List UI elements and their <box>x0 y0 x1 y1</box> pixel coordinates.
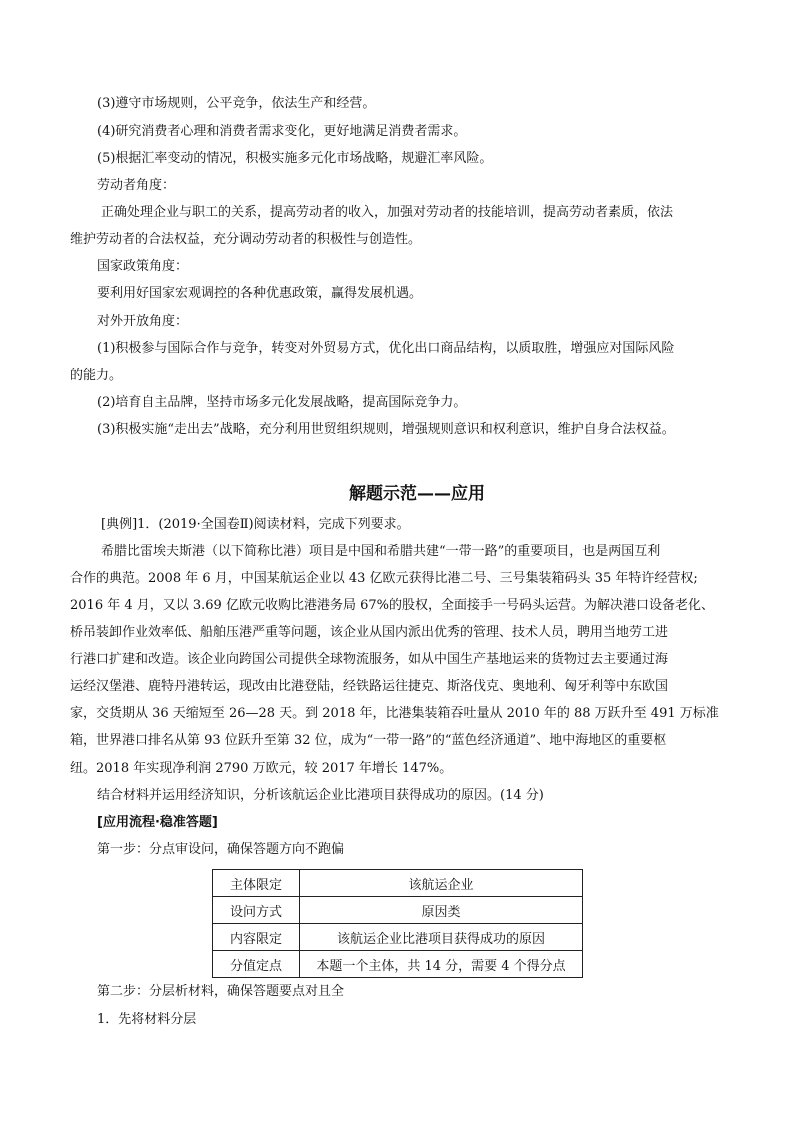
material-line-2: 合作的典范。2008 年 6 月，中国某航运企业以 43 亿欧元获得比港二号、三号集装箱码头 35 年特许经营权; <box>70 571 698 586</box>
question-text: 结合材料并运用经济知识，分析该航运企业比港项目获得成功的原因。(14 分) <box>97 788 544 803</box>
open-item3: (3)积极实施“走出去”战略，充分利用世贸组织规则，增强规则意识和权利意识，维护自身合法权益。 <box>97 422 675 437</box>
policy-text: 要利用好国家宏观调控的各种优惠政策，赢得发展机遇。 <box>97 286 423 301</box>
open-item1-line1: (1)积极参与国际合作与竞争，转变对外贸易方式，优化出口商品结构，以质取胜，增强应对国际风险 <box>97 341 675 356</box>
table-cell-label: 分值定点 <box>213 951 300 978</box>
material-line-6: 运经汉堡港、鹿特丹港转运，现改由比港登陆，经铁路运往捷克、斯洛伐克、奥地利、匈牙利等中东欧国 <box>70 679 669 694</box>
step2-text: 第二步：分层析材料，确保答题要点对且全 <box>97 984 345 999</box>
table-row <box>213 897 583 924</box>
material-line-7: 家，交货期从 36 天缩短至 26—28 天。到 2018 年，比港集装箱吞吐量从 2010 年的 88 万跃升至 491 万标准 <box>70 706 719 721</box>
table-row <box>213 870 583 897</box>
open-item2: (2)培育自主品牌，坚持市场多元化发展战略，提高国际竞争力。 <box>97 395 467 410</box>
open-heading: 对外开放角度： <box>97 314 189 329</box>
material-line-1: 希腊比雷埃夫斯港（以下简称比港）项目是中国和希腊共建“一带一路”的重要项目，也是两国互利 <box>101 544 661 559</box>
material-line-4: 桥吊装卸作业效率低、船舶压港严重等问题，该企业从国内派出优秀的管理、技术人员，聘用当地劳工进 <box>70 625 669 640</box>
paragraph-p5: (5)根据汇率变动的情况，积极实施多元化市场战略，规避汇率风险。 <box>97 151 493 166</box>
labor-text-line1: 正确处理企业与职工的关系，提高劳动者的收入，加强对劳动者的技能培训，提高劳动者素质，依法 <box>101 205 674 220</box>
example-intro: [典例]1．(2019·全国卷Ⅱ)阅读材料，完成下列要求。 <box>101 517 410 532</box>
table-cell-label: 内容限定 <box>213 924 300 951</box>
table-cell-value: 本题一个主体，共 14 分，需要 4 个得分点 <box>300 951 583 978</box>
paragraph-p3: (3)遵守市场规则，公平竞争，依法生产和经营。 <box>97 96 376 111</box>
table-row <box>213 951 583 978</box>
step2-subitem: 1．先将材料分层 <box>97 1012 197 1027</box>
open-item1-line2: 的能力。 <box>70 368 123 383</box>
paragraph-p4: (4)研究消费者心理和消费者需求变化，更好地满足消费者需求。 <box>97 124 467 139</box>
table-cell-value: 该航运企业 <box>300 870 583 897</box>
table-cell-value: 该航运企业比港项目获得成功的原因 <box>300 924 583 951</box>
labor-heading: 劳动者角度： <box>97 178 176 193</box>
table-row <box>213 924 583 951</box>
analysis-table <box>212 869 583 978</box>
labor-text-line2: 维护劳动者的合法权益，充分调动劳动者的积极性与创造性。 <box>70 232 422 247</box>
material-line-5: 行港口扩建和改造。该企业向跨国公司提供全球物流服务，如从中国生产基地运来的货物过去主要通过海 <box>70 652 669 667</box>
material-line-3: 2016 年 4 月，又以 3.69 亿欧元收购比港港务局 67%的股权，全面接手一号码头运营。为解决港口设备老化、 <box>70 598 714 613</box>
table-cell-value: 原因类 <box>300 897 583 924</box>
material-line-9: 纽。2018 年实现净利润 2790 万欧元，较 2017 年增长 147%。 <box>70 761 453 776</box>
step1-text: 第一步：分点审设问，确保答题方向不跑偏 <box>97 842 345 857</box>
table-cell-label: 设问方式 <box>213 897 300 924</box>
process-heading: [应用流程·稳准答题] <box>97 815 218 830</box>
policy-heading: 国家政策角度： <box>97 259 189 274</box>
material-line-8: 箱，世界港口排名从第 93 位跃升至第 32 位，成为“一带一路”的“蓝色经济通道”、地中海地区的重要枢 <box>70 733 667 748</box>
section-title: 解题示范——应用 <box>349 484 485 504</box>
table-cell-label: 主体限定 <box>213 870 300 897</box>
